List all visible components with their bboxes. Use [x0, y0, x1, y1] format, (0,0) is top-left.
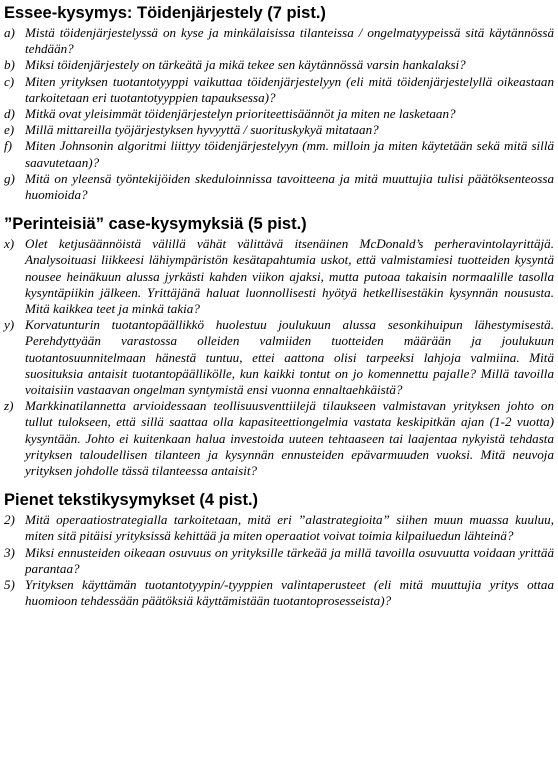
question-item	[4, 577, 554, 609]
question-marker: y)	[4, 317, 15, 333]
question-text: Mitä on yleensä työntekijöiden skeduloinnissa tavoitteena ja mitä muuttujia tulisi päätöksenteossa huomioida?	[25, 170, 554, 203]
question-item	[4, 317, 554, 398]
question-text: Miten yrityksen tuotantotyyppi vaikuttaa töidenjärjestelyyn (eli mitä töidenjärjestelyllä oikeastaan tarkoitetaan eri tuotantotyyppien tapauksessa)?	[25, 73, 554, 105]
question-item	[4, 122, 554, 138]
question-item	[4, 25, 554, 57]
question-text: Mistä töidenjärjestelyssä on kyse ja minkälaisissa tilanteissa / ongelmatyypeissä sitä käytännössä tehdään?	[25, 25, 554, 57]
question-marker: 5)	[4, 577, 15, 593]
question-text: Korvatunturin tuotantopäällikkö huolestuu joulukuun alussa sesonkihuipun lähestymisestä. Perehdyttyään varastossa olleiden valmiiden tuotteiden määrään ja joulukuun tuotantosuunnitelmaan hänestä tuntuu, ettei aattona olisi tarpeeksi lahjoja valmiina. Mitä suosituksia antaisit tuotantopäällikölle, kun kaikki tontut on jo komennettu pajalle? Millä tavoilla voitaisiin vastaavan ongelman syntymistä ensi vuonna ennaltaehkäistä?	[25, 317, 554, 398]
question-marker: c)	[4, 73, 15, 89]
question-marker: d)	[4, 106, 15, 122]
question-item	[4, 545, 554, 577]
section-case	[4, 215, 554, 479]
question-marker: f)	[4, 138, 12, 154]
question-item	[4, 236, 554, 317]
question-item	[4, 138, 554, 170]
question-marker: a)	[4, 25, 15, 40]
question-text: Miksi ennusteiden oikeaan osuvuus on yrityksille tärkeää ja millä tavoilla osuvuutta voidaan yrittää parantaa?	[25, 544, 554, 576]
question-marker: x)	[4, 236, 15, 252]
question-text: Olet ketjusäännöistä välillä vähät välittävä itsenäinen McDonald’s perheravintolayrittäjä. Analysoituasi liikkeesi lähiympäristön kesätapahtumia uskot, että valmistamiesi tuotteiden kysyntä nousee heinäkuun alussa jyrkästi kahden viikon ajaksi, mutta putoaa takaisin normaalille tasolla kysyntäpiikin jälkeen. Yrittäjänä haluat luonnollisesti hyötyä hetkellisestäkin kysynnän noususta. Mitä kaikkea teet ja minkä takia?	[25, 236, 554, 317]
section-title: ”Perinteisiä” case-kysymyksiä (5 pist.)	[4, 215, 307, 234]
question-item	[4, 57, 554, 73]
section-title: Pienet tekstikysymykset (4 pist.)	[4, 491, 259, 510]
question-marker: z)	[4, 398, 14, 414]
question-text: Mitkä ovat yleisimmät töidenjärjestelyn prioriteettisäännöt ja miten ne lasketaan?	[25, 106, 456, 122]
question-text: Miksi töidenjärjestely on tärkeätä ja mikä tekee sen käytännössä varsin hankalaksi?	[25, 57, 466, 73]
question-text: Millä mittareilla työjärjestyksen hyvyyttä / suorituskykyä mitataan?	[25, 122, 379, 138]
question-list	[4, 236, 554, 479]
question-text: Yrityksen käyttämän tuotantotyypin/-tyyppien valintaperusteet (eli mitä muuttujia yritys ottaa huomioon tehdessään päätöksiä käyttämistään tuotantoprosesseista)?	[25, 577, 554, 609]
question-text: Miten Johnsonin algoritmi liittyy töidenjärjestelyyn (mm. milloin ja miten käytetään sekä mitä sillä saavutetaan)?	[25, 138, 554, 170]
question-item	[4, 398, 554, 479]
question-list	[4, 25, 554, 203]
question-text: Markkinatilannetta arvioidessaan teollisuusventtiilejä tilaukseen valmistavan yrityksen johto on tullut tulokseen, että sillä saattaa olla kapasiteettiongelmia vastata keskipitkän ajan (1-2 vuotta) kysyntään. Johto ei kuitenkaan halua investoida uuteen tehtaaseen tai laajentaa nykyistä tehdasta yrityksen taloudellisen tilanteen ja kysynnän ennusteiden epävarmuuden vuoksi. Mitä neuvoja yrityksen johdolle tässä tilanteessa antaisit?	[25, 398, 554, 479]
question-item	[4, 106, 554, 122]
question-marker: b)	[4, 57, 15, 73]
section-essay	[4, 4, 554, 203]
section-short-text	[4, 491, 554, 609]
question-marker: e)	[4, 122, 15, 138]
question-text: Mitä operaatiostrategialla tarkoitetaan, mitä eri ”alastrategioita” siihen muun muassa kuuluu, miten sitä pitäisi yrityksissä kehittää ja miten operaatiot voivat toimia kilpailuedun lähteinä?	[25, 512, 554, 544]
question-item	[4, 74, 554, 106]
question-marker: 3)	[4, 544, 15, 560]
question-marker: 2)	[4, 512, 15, 528]
question-marker: g)	[4, 170, 15, 186]
section-title: Essee-kysymys: Töidenjärjestely (7 pist.)	[4, 4, 326, 22]
question-item	[4, 512, 554, 544]
question-list	[4, 512, 554, 609]
question-item	[4, 171, 554, 203]
